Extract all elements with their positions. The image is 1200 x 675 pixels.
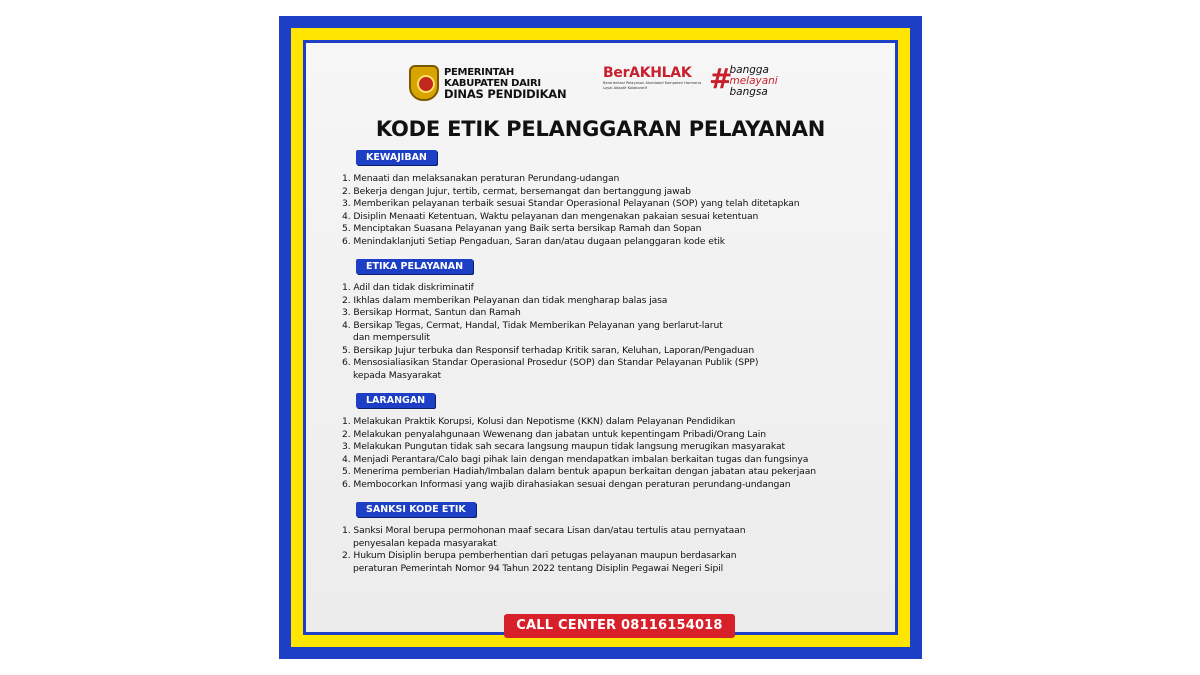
list-item-continuation: kepada Masyarakat [353, 369, 441, 381]
outer-blue-frame [279, 16, 922, 659]
list-item: 3. Memberikan pelayanan terbaik sesuai Standar Operasional Pelayanan (SOP) yang telah ditetapkan [342, 198, 800, 209]
dairi-crest-icon [409, 65, 439, 101]
list-item: 5. Menerima pemberian Hadiah/Imbalan dalam bentuk apapun berkaitan dengan jabatan atau pekerjaan [342, 466, 816, 477]
list-item: 6. Membocorkan Informasi yang wajib dirahasiakan sesuai dengan peraturan perundang-undangan [342, 478, 791, 490]
list-item: 2. Bekerja dengan Jujur, tertib, cermat, bersemangat dan bertanggung jawab [342, 185, 691, 197]
list-item: 3. Melakukan Pungutan tidak sah secara langsung maupun tidak langsung merugikan masyarakat [342, 441, 786, 452]
page-title: KODE ETIK PELANGGARAN PELAYANAN [375, 117, 826, 141]
list-item: 1. Menaati dan melaksanakan peraturan Perundang-udangan [342, 173, 620, 184]
list-item: 3. Bersikap Hormat, Santun dan Ramah [342, 307, 521, 318]
section-badge-sanksi: SANKSI KODE ETIK [356, 502, 476, 517]
list-item: 5. Bersikap Jujur terbuka dan Responsif terhadap Kritik saran, Keluhan, Laporan/Pengaduan [342, 344, 755, 356]
list-item: 2. Melakukan penyalahgunaan Wewenang dan jabatan untuk kepentingam Pribadi/Orang Lain [342, 428, 766, 440]
list-item: 6. Mensosialiasikan Standar Operasional Prosedur (SOP) dan Standar Pelayanan Publik (SPP) [342, 357, 759, 368]
poster-panel [306, 43, 895, 632]
list-item: 1. Sanksi Moral berupa permohonan maaf secara Lisan dan/atau tertulis atau pernyataan [342, 525, 746, 536]
list-item: 6. Menindaklanjuti Setiap Pengaduan, Saran dan/atau dugaan pelanggaran kode etik [342, 235, 725, 247]
list-item: 4. Menjadi Perantara/Calo bagi pihak lain dengan mendapatkan imbalan berkaitan tugas dan fungsinya [342, 453, 809, 465]
gov-line-1: PEMERINTAH [444, 66, 514, 78]
section-badge-etika: ETIKA PELAYANAN [356, 259, 473, 274]
government-logo-block [409, 65, 566, 101]
list-item-continuation: penyesalan kepada masyarakat [353, 537, 497, 549]
list-item: 2. Hukum Disiplin berupa pemberhentian dari petugas pelayanan maupun berdasarkan [342, 550, 737, 561]
kewajiban-list [342, 173, 902, 248]
sanksi-list [342, 525, 902, 575]
list-item: 1. Adil dan tidak diskriminatif [342, 282, 474, 293]
larangan-list [342, 416, 902, 491]
berakhlak-wordmark: BerAKHLAK [603, 65, 692, 81]
list-item: 4. Bersikap Tegas, Cermat, Handal, Tidak Memberikan Pelayanan yang berlarut-larut [342, 319, 723, 331]
list-item: 4. Disiplin Menaati Ketentuan, Waktu pelayanan dan mengenakan pakaian sesuai ketentuan [342, 210, 759, 222]
list-item-continuation: dan mempersulit [353, 332, 430, 343]
berakhlak-logo [603, 65, 703, 90]
section-badge-kewajiban: KEWAJIBAN [356, 150, 437, 165]
tag-melayani: melayani [729, 75, 778, 87]
list-item: 2. Ikhlas dalam memberikan Pelayanan dan tidak mengharap balas jasa [342, 294, 668, 306]
call-center-button[interactable]: CALL CENTER 08116154018 [504, 614, 735, 638]
government-name [444, 67, 566, 100]
list-item: 1. Melakukan Praktik Korupsi, Kolusi dan Nepotisme (KKN) dalam Pelayanan Pendidikan [342, 416, 736, 427]
yellow-frame [291, 28, 910, 647]
berakhlak-logo-block [603, 62, 778, 98]
gov-line-2: KABUPATEN DAIRI [444, 77, 541, 89]
section-badge-larangan: LARANGAN [356, 393, 435, 408]
list-item-continuation: peraturan Pemerintah Nomor 94 Tahun 2022 tentang Disiplin Pegawai Negeri Sipil [353, 562, 724, 574]
tag-bangsa: bangsa [729, 86, 768, 98]
hashtag-icon: # [709, 62, 733, 95]
berakhlak-tagline: Berorientasi Pelayanan Akuntabel Kompeten Harmonis Loyal Adaptif Kolaboratif [603, 81, 702, 90]
bangga-melayani-bangsa [729, 65, 777, 98]
etika-list [342, 282, 902, 382]
gov-line-3: DINAS PENDIDIKAN [444, 86, 567, 101]
list-item: 5. Menciptakan Suasana Pelayanan yang Baik serta bersikap Ramah dan Sopan [342, 223, 702, 234]
tag-bangga: bangga [729, 64, 769, 76]
inner-blue-frame [303, 40, 898, 635]
